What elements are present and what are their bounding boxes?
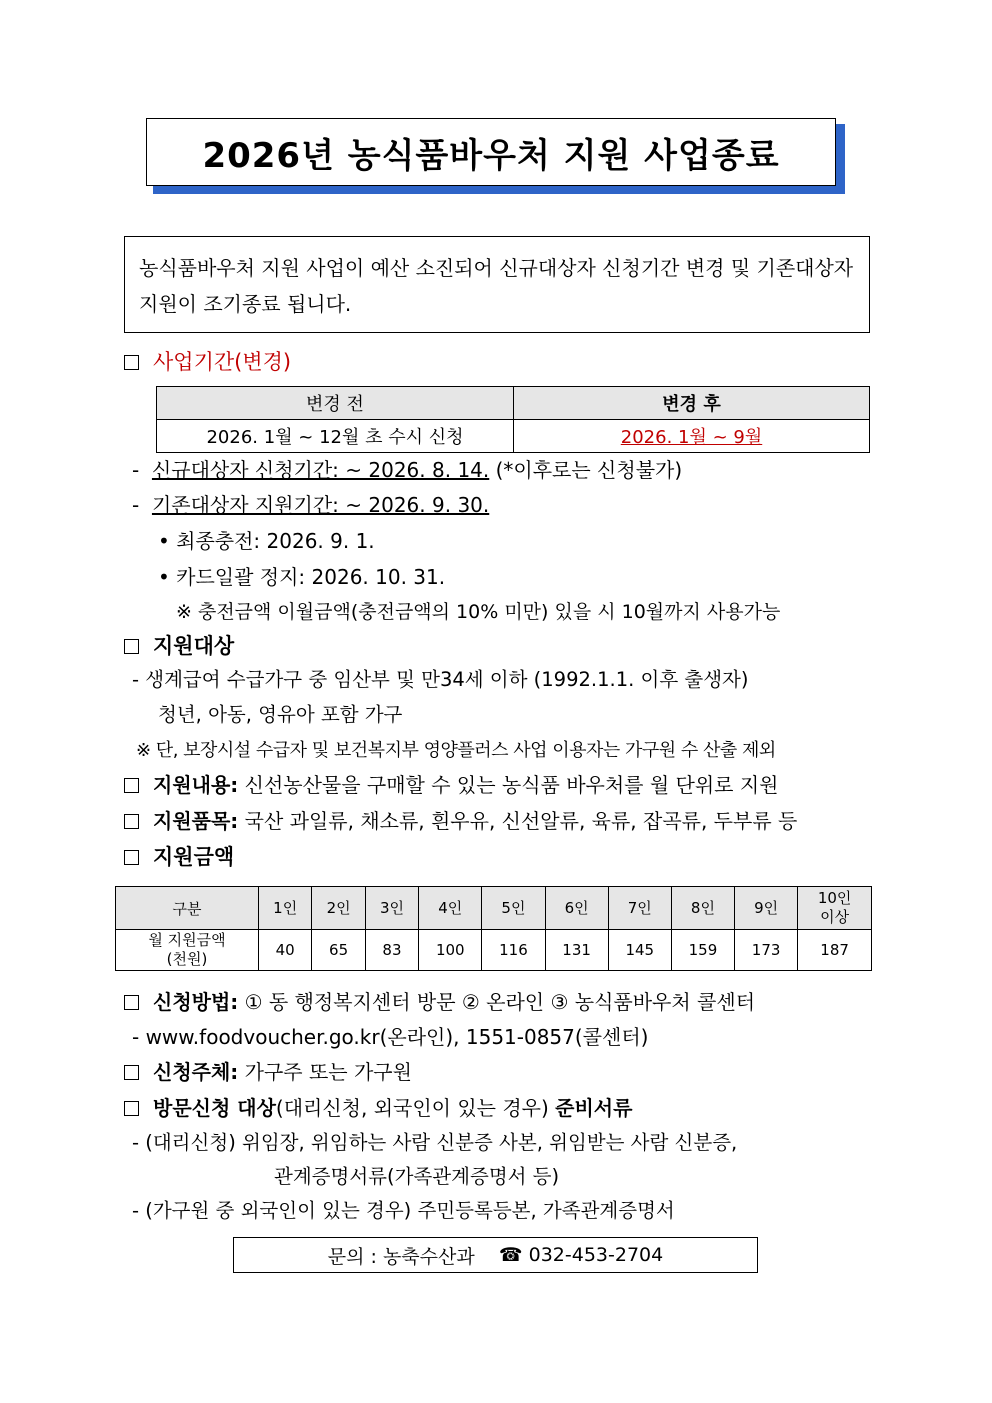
amount-value-cell: 116: [482, 930, 545, 971]
intro-box: 농식품바우처 지원 사업이 예산 소진되어 신규대상자 신청기간 변경 및 기존대상자 지원이 조기종료 됩니다.: [124, 236, 870, 333]
amount-column-header: 3인: [365, 887, 418, 930]
amount-value-cell: 145: [608, 930, 671, 971]
checkbox-square-icon: [124, 355, 139, 370]
checkbox-square-icon: [124, 778, 139, 793]
page-title: 2026년 농식품바우처 지원 사업종료: [202, 135, 780, 176]
bullet-icon: •: [158, 529, 177, 553]
amount-value-cell: 83: [365, 930, 418, 971]
period-heading: 사업기간(변경): [124, 348, 291, 376]
amount-value-cell: 100: [419, 930, 482, 971]
period-after-value: 2026. 1월 ~ 9월: [514, 420, 870, 453]
amount-column-header: 7인: [608, 887, 671, 930]
amount-table: [115, 886, 872, 971]
target-note: ※ 단, 보장시설 수급자 및 보건복지부 영양플러스 사업 이용자는 가구원 수 산출 제외: [136, 740, 776, 761]
documents-line3: - (가구원 중 외국인이 있는 경우) 주민등록등본, 가족관계증명서: [132, 1199, 675, 1222]
contact-label: 문의 : 농축수산과: [327, 1245, 475, 1268]
amount-value-cell: 187: [798, 930, 872, 971]
amount-header-row: [116, 887, 872, 930]
amount-column-header: 6인: [545, 887, 608, 930]
content-text: 신선농산물을 구매할 수 있는 농식품 바우처를 월 단위로 지원: [244, 773, 779, 797]
contact-phone: 032-453-2704: [528, 1244, 664, 1266]
amount-column-header: 5인: [482, 887, 545, 930]
bullet-icon: •: [158, 565, 177, 589]
checkbox-square-icon: [124, 1065, 139, 1080]
documents-line1: - (대리신청) 위임장, 위임하는 사람 신분증 사본, 위임받는 사람 신분증,: [132, 1131, 738, 1154]
items-heading: 지원품목:: [153, 809, 239, 833]
contact-box: [233, 1237, 758, 1273]
period-before-header: 변경 전: [157, 387, 514, 420]
amount-column-header: 1인: [259, 887, 312, 930]
telephone-icon: ☎: [498, 1244, 523, 1266]
method-line: [124, 988, 755, 1016]
amount-value-cell: 173: [735, 930, 798, 971]
existing-line: - 기존대상자 지원기간: ~ 2026. 9. 30.: [132, 493, 490, 517]
items-text: 국산 과일류, 채소류, 흰우유, 신선알류, 육류, 잡곡류, 두부류 등: [244, 809, 798, 833]
period-before-value: 2026. 1월 ~ 12월 초 수시 신청: [157, 420, 514, 453]
method-heading: 신청방법:: [153, 990, 239, 1014]
period-table: [156, 386, 870, 453]
amount-column-header: 9인: [735, 887, 798, 930]
checkbox-square-icon: [124, 995, 139, 1010]
new-applicant-label: 신규대상자 신청기간: ~ 2026. 8. 14.: [151, 458, 490, 482]
content-line: [124, 771, 779, 799]
amount-heading: 지원금액: [153, 845, 235, 869]
amount-column-header: 8인: [671, 887, 734, 930]
items-line: [124, 807, 797, 835]
title-box: [146, 118, 836, 186]
target-line2: 청년, 아동, 영유아 포함 가구: [158, 703, 403, 726]
final-charge-line: • 최종충전: 2026. 9. 1.: [158, 529, 375, 553]
existing-label: 기존대상자 지원기간: ~ 2026. 9. 30.: [151, 493, 490, 517]
documents-heading-line: 방문신청 대상(대리신청, 외국인이 있는 경우) 준비서류: [124, 1094, 632, 1122]
target-line1: - 생계급여 수급가구 중 임산부 및 만34세 이하 (1992.1.1. 이후 출생자): [132, 668, 749, 691]
amount-column-header: 2인: [312, 887, 365, 930]
amount-column-header: 4인: [419, 887, 482, 930]
amount-heading-line: [124, 843, 234, 871]
period-note: ※ 충전금액 이월금액(충전금액의 10% 미만) 있을 시 10월까지 사용가능: [176, 601, 781, 623]
new-applicant-line: - 신규대상자 신청기간: ~ 2026. 8. 14. (*이후로는 신청불가): [132, 458, 683, 482]
applicant-text: 가구주 또는 가구원: [244, 1060, 412, 1084]
amount-value-cell: 40: [259, 930, 312, 971]
amount-value-cell: 159: [671, 930, 734, 971]
new-applicant-note: (*이후로는 신청불가): [495, 458, 683, 482]
applicant-line: [124, 1058, 412, 1086]
amount-header-label: 구분: [116, 887, 259, 930]
content-heading: 지원내용:: [153, 773, 239, 797]
target-heading: 지원대상: [124, 632, 234, 660]
amount-value-cell: 65: [312, 930, 365, 971]
documents-line2: 관계증명서류(가족관계증명서 등): [274, 1165, 560, 1188]
amount-value-cell: 131: [545, 930, 608, 971]
period-after-header: 변경 후: [514, 387, 870, 420]
applicant-heading: 신청주체:: [153, 1060, 239, 1084]
amount-column-header: 10인 이상: [798, 887, 872, 930]
amount-value-row: [116, 930, 872, 971]
checkbox-square-icon: [124, 850, 139, 865]
checkbox-square-icon: [124, 1101, 139, 1116]
checkbox-square-icon: [124, 639, 139, 654]
card-stop-line: • 카드일괄 정지: 2026. 10. 31.: [158, 565, 446, 589]
checkbox-square-icon: [124, 814, 139, 829]
method-text: ① 동 행정복지센터 방문 ② 온라인 ③ 농식품바우처 콜센터: [244, 990, 756, 1014]
method-detail: - www.foodvoucher.go.kr(온라인), 1551-0857(콜센터): [132, 1025, 649, 1049]
amount-row-label: 월 지원금액 (천원): [116, 930, 259, 971]
